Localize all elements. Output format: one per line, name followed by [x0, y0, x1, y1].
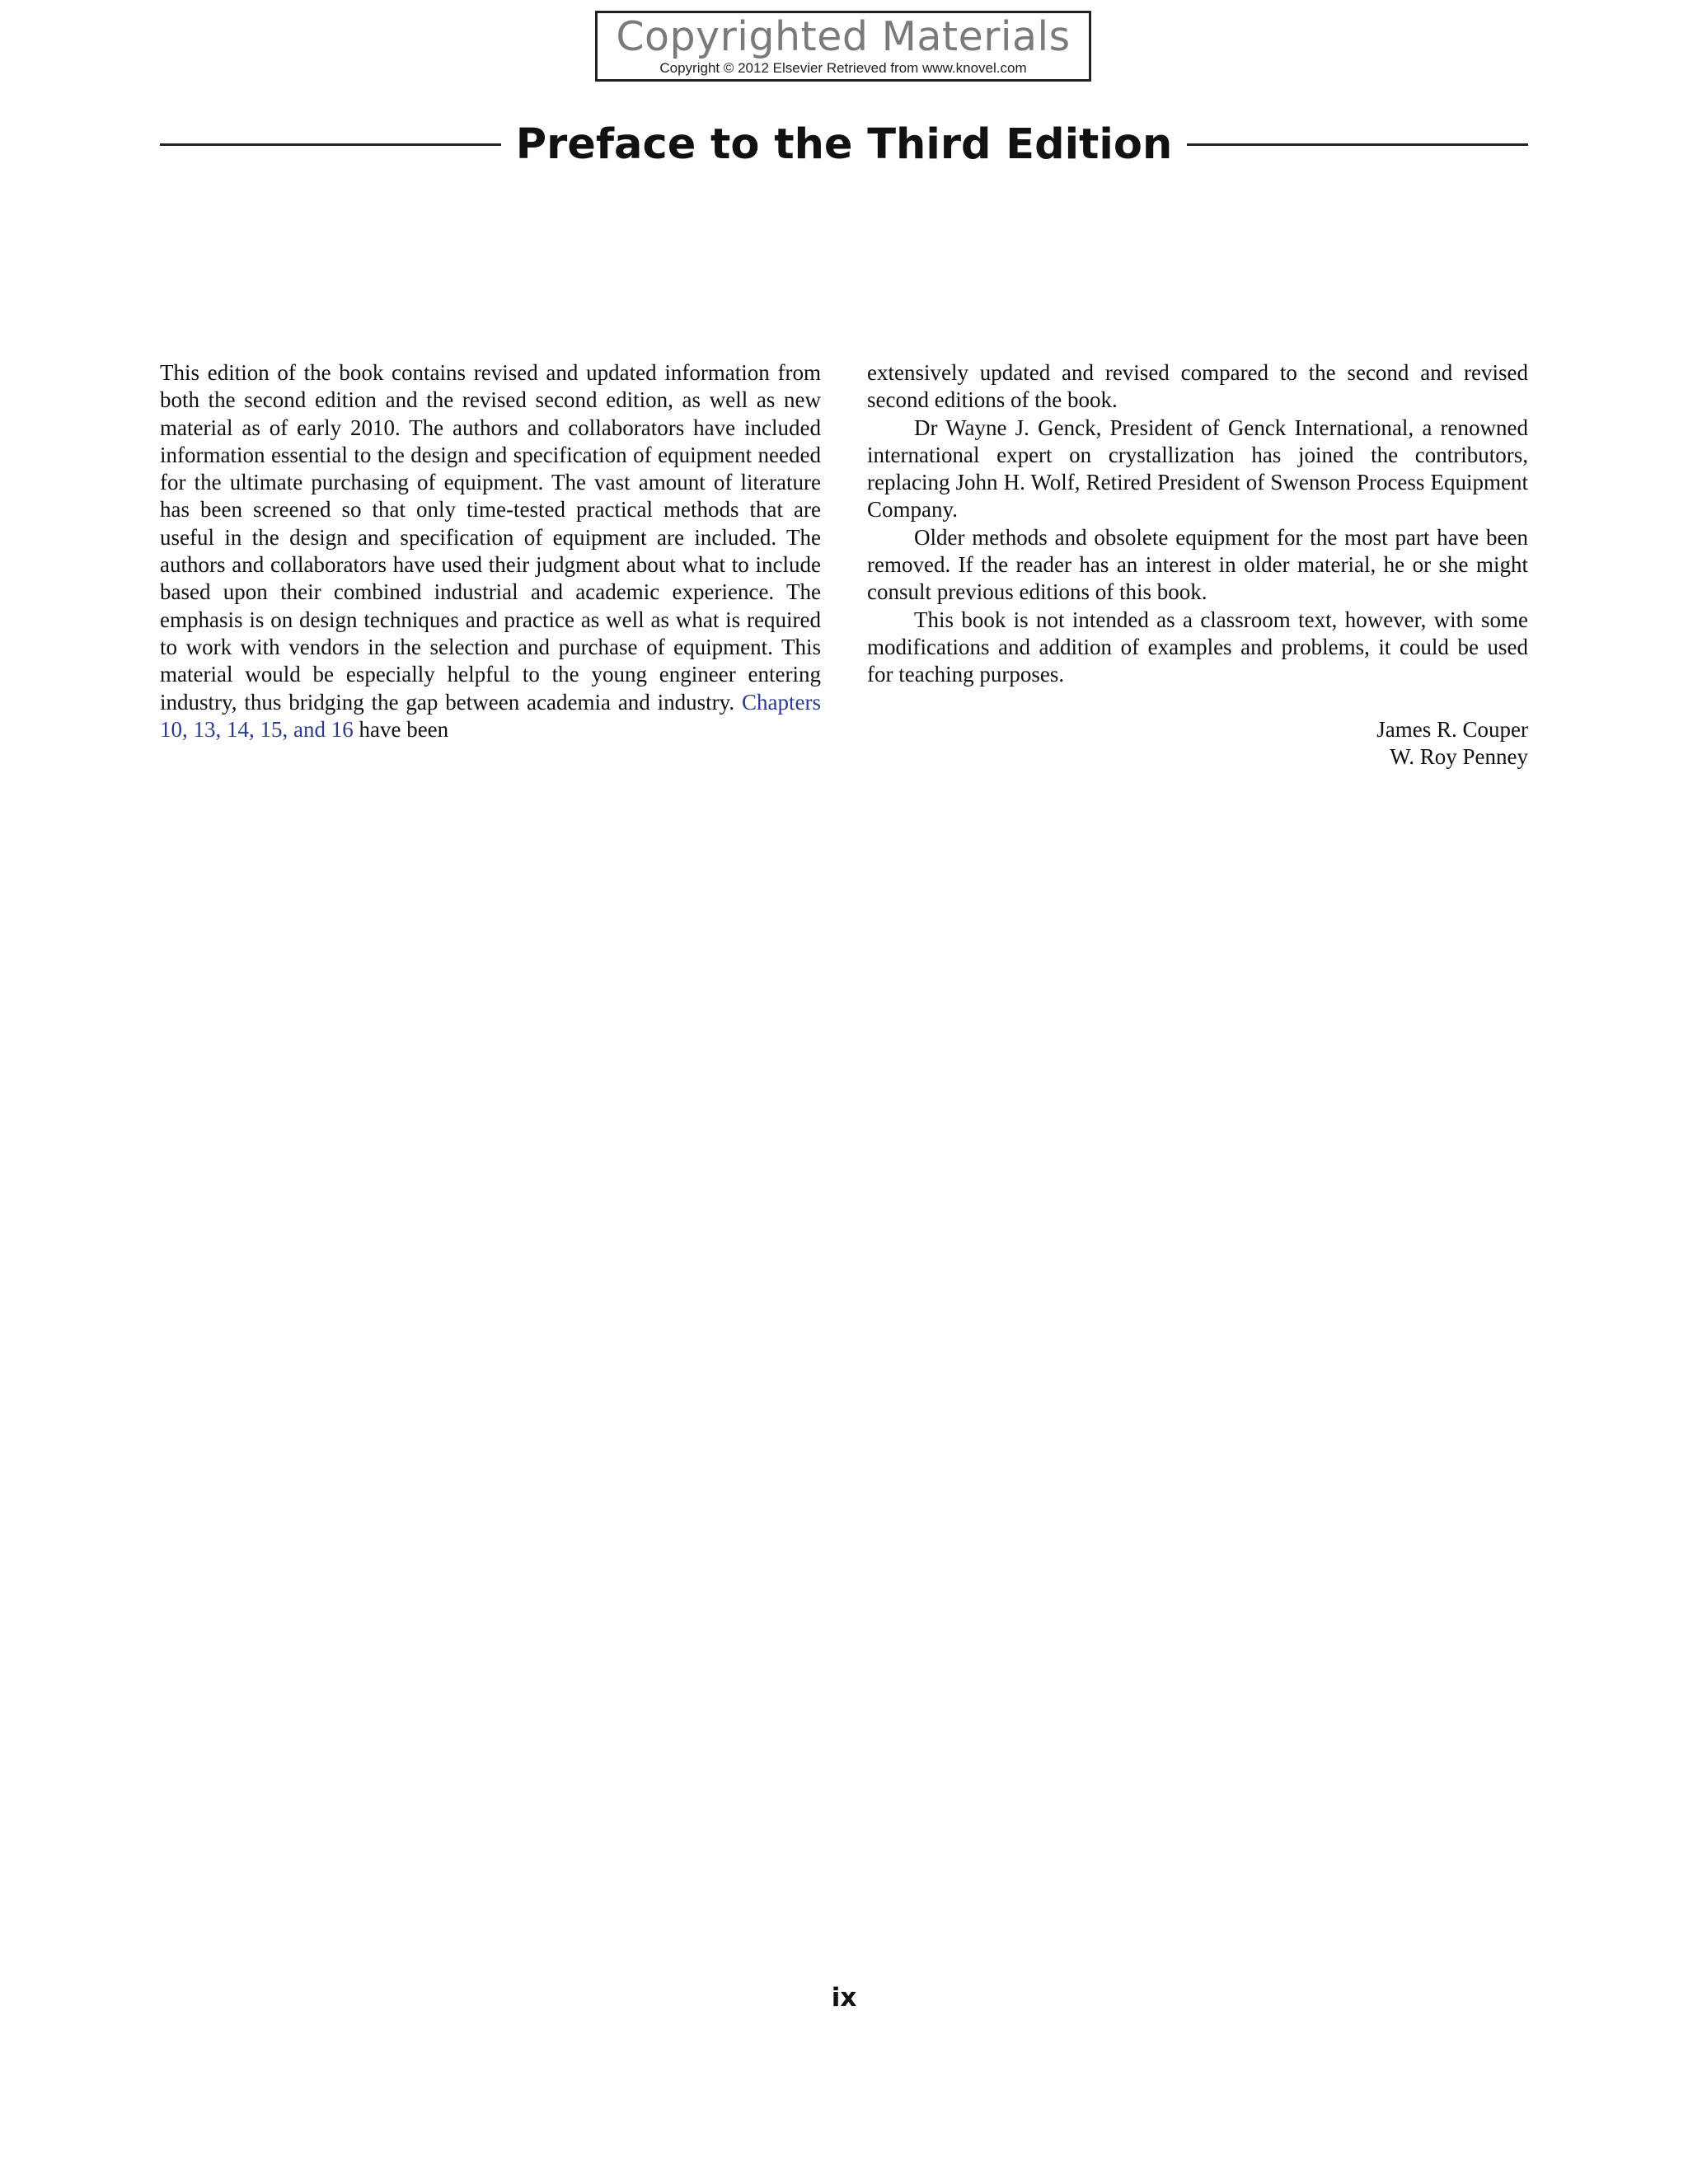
- page-number: ix: [831, 1983, 857, 2013]
- heading-rule-right: [1187, 143, 1528, 146]
- author-signature: W. Roy Penney: [1390, 743, 1528, 769]
- continued-paragraph: extensively updated and revised compared to the second and revised second editions of the book.: [867, 360, 1528, 413]
- removed-material-paragraph: Older methods and obsolete equipment for the most part have been removed. If the reader has an interest in older material, he or she might consult previous editions of this book.: [867, 524, 1528, 605]
- author-signatures: [867, 716, 1528, 771]
- intro-paragraph-text: This edition of the book contains revised and updated information from both the second edition and the revised second edition, as well as new material as of early 2010. The authors and collaborators have included information essential to the design and specification of equipment needed for the ultimate purchasing of equipment. The vast amount of literature has been screened so that only time-tested practical methods that are useful in the design and specification of equipment are included. The authors and collaborators have used their judgment about what to include based upon their combined industrial and academic experience. The emphasis is on design techniques and practice as well as what is required to work with vendors in the selection and purchase of equipment. This material would be especially helpful to the young engineer entering industry, thus bridging the gap between academia and industry.: [160, 360, 821, 715]
- intro-paragraph: [160, 359, 821, 743]
- chapters-cross-reference-link[interactable]: Chapters 10, 13, 14, 15, and 16: [160, 689, 822, 742]
- right-column: [867, 359, 1528, 771]
- usage-paragraph: This book is not intended as a classroom text, however, with some modifications and addition of examples and problems, it could be used for teaching purposes.: [867, 607, 1528, 687]
- page-title: Preface to the Third Edition: [515, 120, 1173, 169]
- author-signature: James R. Couper: [1376, 716, 1528, 742]
- left-column: [160, 359, 821, 743]
- contributor-paragraph: Dr Wayne J. Genck, President of Genck International, a renowned international expert on crystallization has joined the contributors, replacing John H. Wolf, Retired President of Swenson Process Equipment Company.: [867, 415, 1528, 523]
- watermark-title: Copyrighted Materials: [616, 13, 1071, 60]
- watermark-copyright-line: Copyright © 2012 Elsevier Retrieved from www.knovel.com: [659, 60, 1027, 76]
- intro-paragraph-tail: have been: [359, 716, 449, 742]
- heading-rule-left: [160, 143, 501, 146]
- page-heading: [160, 115, 1528, 173]
- copyright-watermark: [595, 11, 1091, 82]
